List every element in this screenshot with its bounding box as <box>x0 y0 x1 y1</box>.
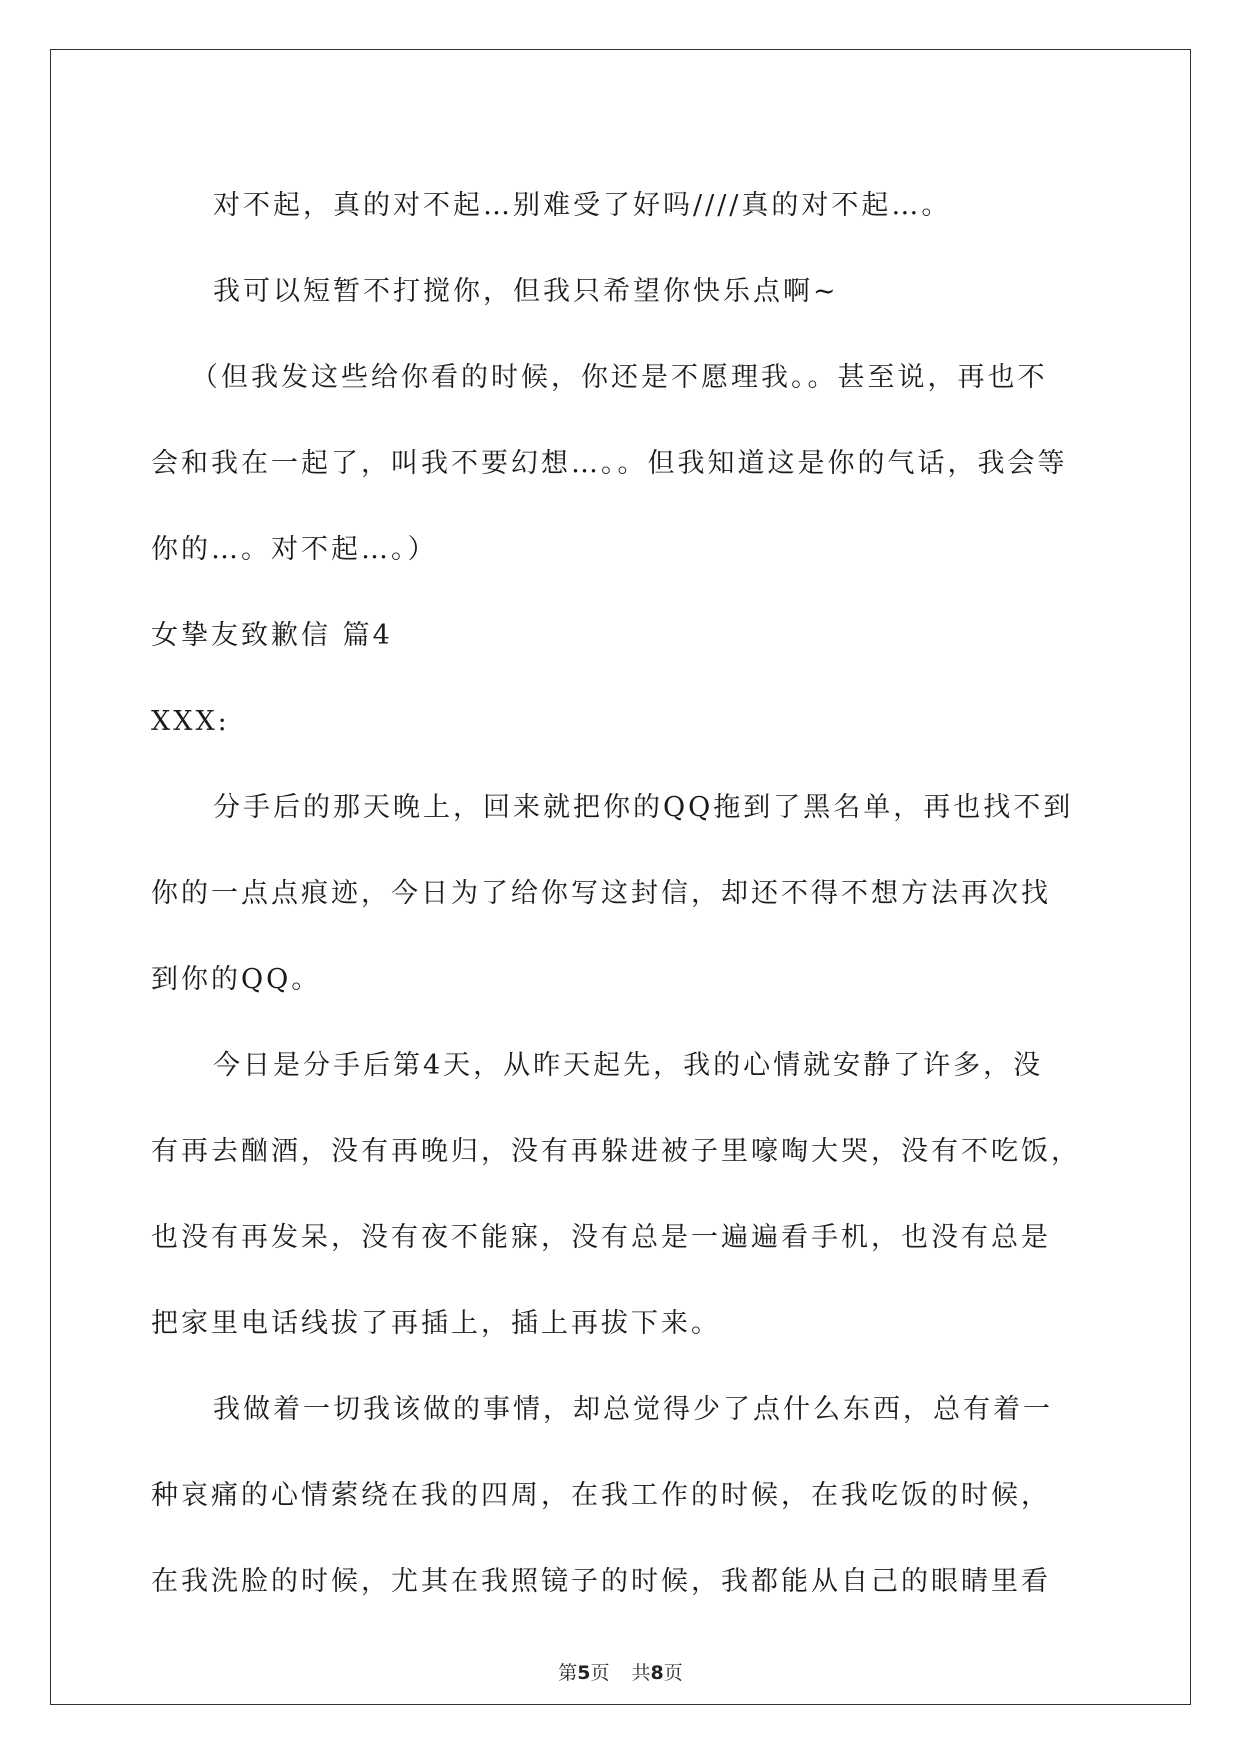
text-line-17: 在我洗脸的时候，尤其在我照镜子的时候，我都能从自己的眼睛里看 <box>151 1566 1051 1597</box>
text-line-3: （但我发这些给你看的时候，你还是不愿理我。。甚至说，再也不 <box>191 362 1048 393</box>
document-body <box>151 163 1086 1625</box>
page-footer <box>0 1658 1241 1685</box>
footer-total-pages: 8 <box>650 1662 664 1684</box>
text-line-16: 种哀痛的心情萦绕在我的四周，在我工作的时候，在我吃饭的时候， <box>151 1480 1051 1511</box>
text-line-12: 有再去酗酒，没有再晚归，没有再躲进被子里嚎啕大哭，没有不吃饭， <box>151 1136 1081 1167</box>
text-line-11: 今日是分手后第4天，从昨天起先，我的心情就安静了许多，没 <box>213 1050 1044 1081</box>
footer-page-prefix: 第 <box>558 1662 578 1684</box>
text-line-1: 对不起，真的对不起…别难受了好吗////真的对不起…。 <box>213 190 952 221</box>
footer-total-prefix: 共 <box>631 1662 651 1684</box>
text-line-15: 我做着一切我该做的事情，却总觉得少了点什么东西，总有着一 <box>213 1394 1053 1425</box>
text-line-4: 会和我在一起了，叫我不要幻想…。。但我知道这是你的气话，我会等 <box>151 448 1068 479</box>
text-line-13: 也没有再发呆，没有夜不能寐，没有总是一遍遍看手机，也没有总是 <box>151 1222 1051 1253</box>
section-heading: 女挚友致歉信 篇4 <box>151 620 393 651</box>
footer-current-page: 5 <box>577 1662 591 1684</box>
footer-page-suffix: 页 <box>590 1662 610 1684</box>
text-line-8: 分手后的那天晚上，回来就把你的QQ拖到了黑名单，再也找不到 <box>213 792 1074 823</box>
text-line-9: 你的一点点痕迹，今日为了给你写这封信，却还不得不想方法再次找 <box>151 878 1051 909</box>
text-line-10: 到你的QQ。 <box>151 964 322 995</box>
footer-total-suffix: 页 <box>663 1662 683 1684</box>
text-line-14: 把家里电话线拔了再插上，插上再拔下来。 <box>151 1308 721 1339</box>
text-line-2: 我可以短暂不打搅你，但我只希望你快乐点啊~ <box>213 276 839 307</box>
salutation: XXX: <box>151 706 230 737</box>
text-line-5: 你的…。对不起…。） <box>151 534 438 565</box>
